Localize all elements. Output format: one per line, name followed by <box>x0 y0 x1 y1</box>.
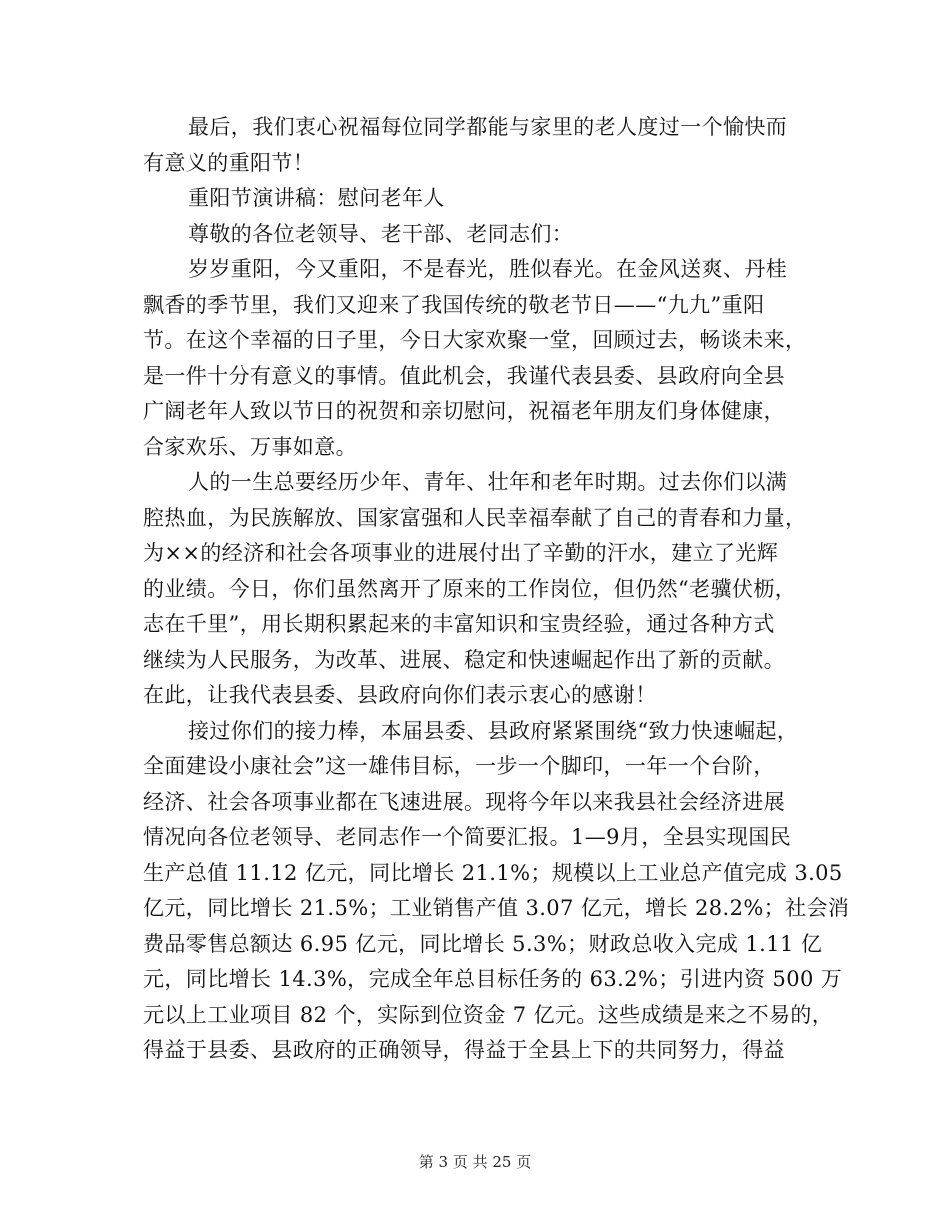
text-line: 情况向各位老领导、老同志作一个简要汇报。1—9月，全县实现国民 <box>143 825 792 849</box>
text-line: 亿元，同比增长 21.5%；工业销售产值 3.07 亿元，增长 28.2%；社会消 <box>143 896 850 920</box>
text-line: 为××的经济和社会各项事业的进展付出了辛勤的汗水，建立了光辉 <box>143 541 779 565</box>
document-body <box>143 110 850 1069</box>
text-line: 元以上工业项目 82 个，实际到位资金 7 亿元。这些成绩是来之不易的， <box>143 1002 834 1027</box>
text-line: 接过你们的接力棒，本届县委、县政府紧紧围绕“致力快速崛起， <box>188 718 799 743</box>
text-line: 飘香的季节里，我们又迎来了我国传统的敬老节日——“九九”重阳 <box>143 292 765 317</box>
text-line: 全面建设小康社会”这一雄伟目标，一步一个脚印，一年一个台阶， <box>143 754 775 778</box>
text-line: 最后，我们衷心祝福每位同学都能与家里的老人度过一个愉快而 <box>188 115 788 139</box>
text-line: 人的一生总要经历少年、青年、壮年和老年时期。过去你们以满 <box>188 470 788 494</box>
text-line: 在此，让我代表县委、县政府向你们表示衷心的感谢！ <box>143 683 657 707</box>
text-line: 广阔老年人致以节日的祝贺和亲切慰问，祝福老年朋友们身体健康， <box>143 399 785 423</box>
text-line: 尊敬的各位老领导、老干部、老同志们： <box>188 221 574 246</box>
text-line: 合家欢乐、万事如意。 <box>143 434 357 459</box>
text-line: 生产总值 11.12 亿元，同比增长 21.1%；规模以上工业总产值完成 3.05 <box>143 860 843 885</box>
text-line: 继续为人民服务，为改革、进展、稳定和快速崛起作出了新的贡献。 <box>143 647 785 672</box>
text-line: 志在千里”，用长期积累起来的丰富知识和宝贵经验，通过各种方式 <box>143 612 775 636</box>
page-number: 第 3 页 共 25 页 <box>418 1153 532 1171</box>
text-line: 的业绩。今日，你们虽然离开了原来的工作岗位，但仍然“老骥伏枥， <box>143 576 797 601</box>
text-line: 费品零售总额达 6.95 亿元，同比增长 5.3%；财政总收入完成 1.11 亿 <box>143 931 823 956</box>
text-line: 是一件十分有意义的事情。值此机会，我谨代表县委、县政府向全县 <box>143 363 785 388</box>
text-line: 腔热血，为民族解放、国家富强和人民幸福奉献了自己的青春和力量， <box>143 505 807 530</box>
text-line: 岁岁重阳，今又重阳，不是春光，胜似春光。在金风送爽、丹桂 <box>188 257 788 281</box>
text-line: 经济、社会各项事业都在飞速进展。现将今年以来我县社会经济进展 <box>143 789 785 814</box>
text-line: 得益于县委、县政府的正确领导，得益于全县上下的共同努力，得益 <box>143 1038 785 1062</box>
text-line: 元，同比增长 14.3%，完成全年总目标任务的 63.2%；引进内资 500 万 <box>143 967 843 991</box>
text-line: 节。在这个幸福的日子里，今日大家欢聚一堂，回顾过去，畅谈未来， <box>143 328 807 352</box>
text-line: 有意义的重阳节！ <box>143 150 315 175</box>
text-line: 重阳节演讲稿：慰问老年人 <box>188 186 445 210</box>
